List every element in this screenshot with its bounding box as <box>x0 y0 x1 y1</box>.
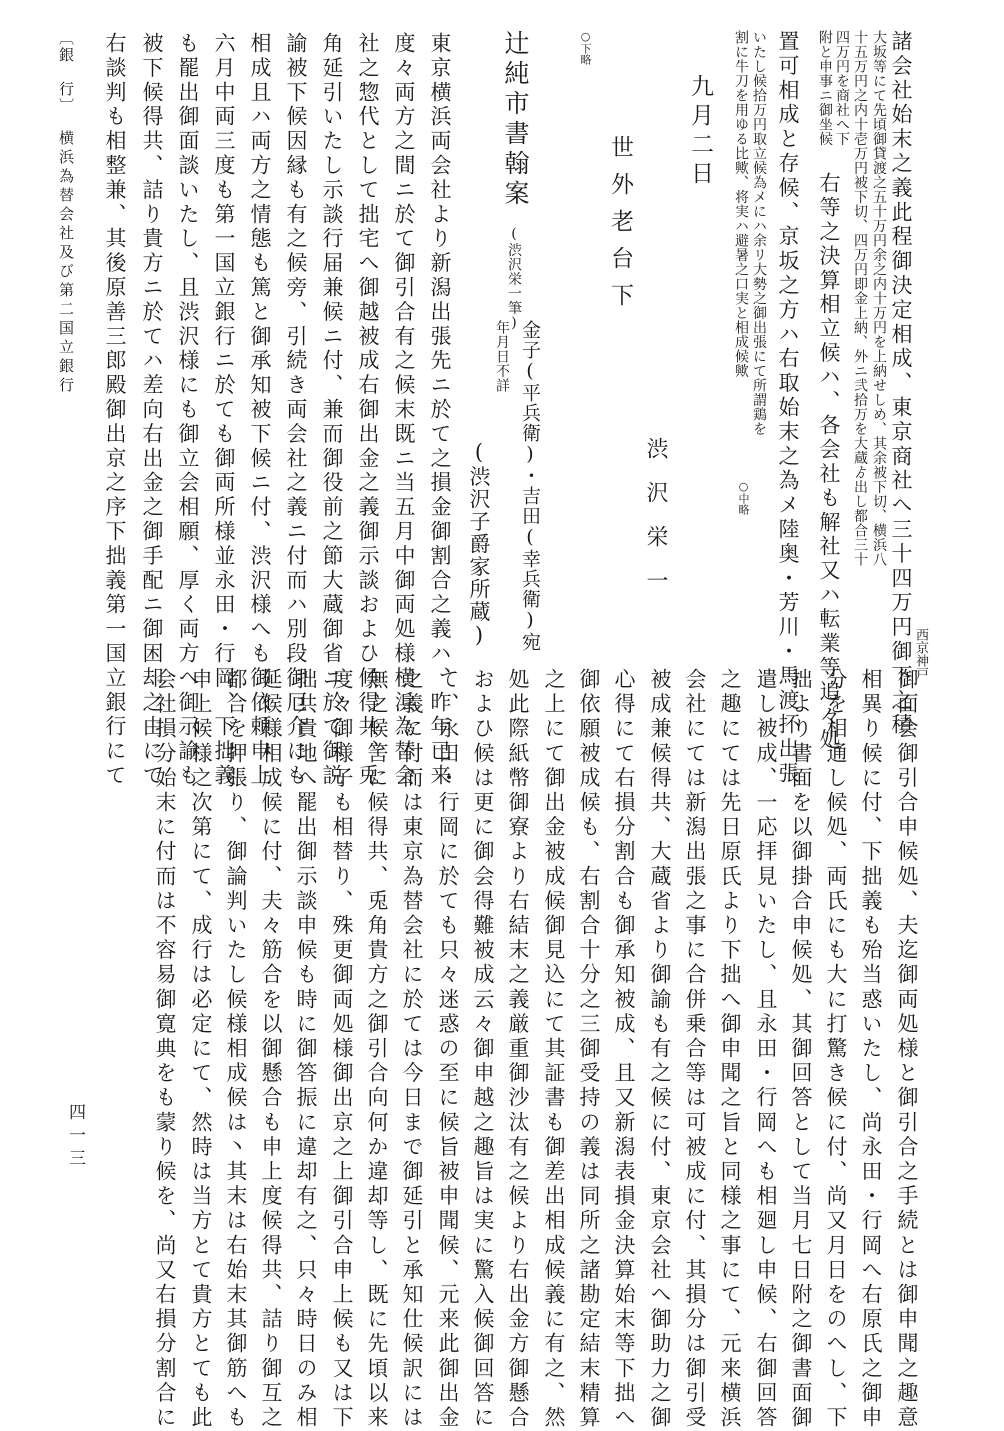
addressee: 世外老台下 <box>607 135 633 320</box>
text-column: 大坂等にて先頃御貸渡之五十万円余之内十万円を上納せしめ、其余被下切、横浜八 <box>871 30 887 567</box>
text-column: 角延引いたし示談行届兼候ニ付、兼而御役前之節大蔵御省ニ於て御説 <box>320 32 344 789</box>
text-column: 被成兼候得共、大蔵省より御諭も有之候に付、東京会社へ御助力之御 <box>648 668 672 1431</box>
text-column: 申上候様之次第にて、成行は必定にて、然時は当方とて貴方とても此 <box>189 668 213 1431</box>
text-column: 度々両方之間ニ於て御引合有之候末既ニ当五月中御両処様横浜為替会 <box>392 32 416 789</box>
text-column: 諸会社始末之義此程御決定相成、東京商社へ三十四万円御下之積 <box>889 30 913 738</box>
text-column: も罷出御面談いたし、且渋沢様にも御立会相願、厚く両方へ御示諭も <box>176 32 200 789</box>
text-column: 置可相成と存候、京坂之方ハ右取始末之為メ陸奥・芳川・馬渡抔出張 <box>776 30 800 787</box>
text-column: いたし候拾万円取立候為メにハ余リ大勢之御出張にて所謂鶏を <box>751 30 767 436</box>
text-column: 無之候筈に候得共、兎角貴方之御引合向何か違却等し、既に先頃以来 <box>365 668 389 1431</box>
text-column: 社之惣代として拙宅へ御越被成右御出金之義御示談およひ候得共、兎 <box>356 32 380 789</box>
text-column: 右談判も相整兼、其後原善三郎殿御出京之序下拙義第一国立銀行にて <box>103 32 127 789</box>
text-column: 御依願被成候も、右割合十分之三御受持の義は同所之諸勘定結末精算 <box>577 668 601 1431</box>
page-number: 四一三 <box>65 1103 85 1172</box>
text-column: 度々御様子も相替り、殊更御両処様御出京之上御引合申上候も又は下 <box>330 668 354 1431</box>
letter-title: 辻純市書翰案 <box>501 30 530 210</box>
recipients: 金子(平兵衛)・吉田(幸兵衛)宛 <box>519 320 541 652</box>
inline-note: 西京神戸 <box>913 628 928 680</box>
text-column: 東京横浜両会社より新潟出張先ニ於て之損金御割合之義ハ、昨年已来 <box>428 32 452 789</box>
footer-label: 〔銀 行〕 <box>57 30 75 115</box>
text-column: 分を相通し候処、両氏にも大に打驚き候に付、尚又月日をのへし、下 <box>824 668 848 1431</box>
text-column: 四万円を商社へ下 <box>834 30 850 146</box>
text-column: 延候様相成候に付、夫々筋合を以御懸合も申上度候得共、詰り御互之 <box>259 668 283 1431</box>
text-column: 都合を押張り、御論判いたし候様相成候は丶其末は右始末其御筋へも <box>224 668 248 1431</box>
omission-mark: ○中略 <box>737 480 750 515</box>
text-column: 被下候得共、詰り貴方ニ於てハ差向右出金之御手配ニ御困却之由にて <box>140 32 164 789</box>
text-column: て、永田・行岡に於ても只々迷惑の至に候旨被申聞候、元来此御出金 <box>436 668 460 1431</box>
text-column: 拙より書面を以御掛合申候処、其御回答として当月七日附之御書面御 <box>789 668 813 1431</box>
title-note: (渋沢栄一筆) <box>506 226 522 332</box>
text-column: 会社にては新潟出張之事に合併乗合等は可被成に付、其損分は御引受 <box>683 668 707 1431</box>
text-column: 拙共貴地へ罷出御示談申候も時に御答振に違却有之、只々時日のみ相 <box>294 668 318 1431</box>
letter-date: 九月二日 <box>687 74 713 190</box>
text-column: 遣し被成、一応拝見いたし、且永田・行岡へも相廻し申候、右御回答 <box>754 668 778 1431</box>
omission-mark: ○下略 <box>579 30 592 65</box>
text-column: およひ候は更に御会得難被成云々御申越之趣旨は実に驚入候御回答に <box>471 668 495 1431</box>
footer-section: 横浜為替会社及び第二国立銀行 <box>57 130 75 396</box>
text-column: 之義に付而は東京為替会社に於ては今日まで御延引と承知仕候訳には <box>400 668 424 1431</box>
text-column: 処此際紙幣御寮より右結末之義厳重御沙汰有之候より右出金方御懸合 <box>506 668 530 1431</box>
text-column: 六月中両三度も第一国立銀行ニ於ても御両所様並永田・行岡、下拙義 <box>212 32 236 789</box>
text-column: 之上にて御出金被成候御見込にて其証書も御差出相成候義に有之、然 <box>542 668 566 1431</box>
text-column: 相成且ハ両方之情態も篤と御承知被下候ニ付、渋沢様へも御依頼申上 <box>248 32 272 789</box>
text-column: 十五万円之内十壱万円被下切、四万円即金上納、外ニ弐拾万を大蔵ゟ出し都合三十 <box>852 30 868 567</box>
text-column: 割に牛刀を用ゆる比歟、将実ハ避暑之口実と相成候歟 <box>733 30 749 378</box>
text-column: 右等之決算相立候ハ、各会社も解社又ハ転業等追々処 <box>817 172 841 753</box>
text-column: 諭被下候因縁も有之候旁、引続き両会社之義ニ付而ハ別段御厄介にも <box>284 32 308 789</box>
text-column: 会社損分始末に付而は不容易御寛典をも蒙り候を、尚又右損分割合に <box>153 668 177 1431</box>
text-column: 附と申事ニ御坐候 <box>817 30 833 146</box>
text-column: 相異り候に付、下拙義も殆当惑いたし、尚永田・行岡へ右原氏之御申 <box>859 668 883 1431</box>
text-column: 御面会御引合申候処、夫迄御両処様と御引合之手続とは御申聞之趣意 <box>895 668 919 1431</box>
text-column: 之趣にては先日原氏より下拙へ御申聞之旨と同様之事にて、元来横浜 <box>718 668 742 1431</box>
date-unknown: 年月日不詳 <box>494 320 510 393</box>
source-note: (渋沢子爵家所蔵) <box>467 440 491 649</box>
signature: 渋沢栄一 <box>643 437 668 613</box>
text-column: 心得にて右損分割合も御承知被成、且又新潟表損金決算始末等下拙へ <box>612 668 636 1431</box>
